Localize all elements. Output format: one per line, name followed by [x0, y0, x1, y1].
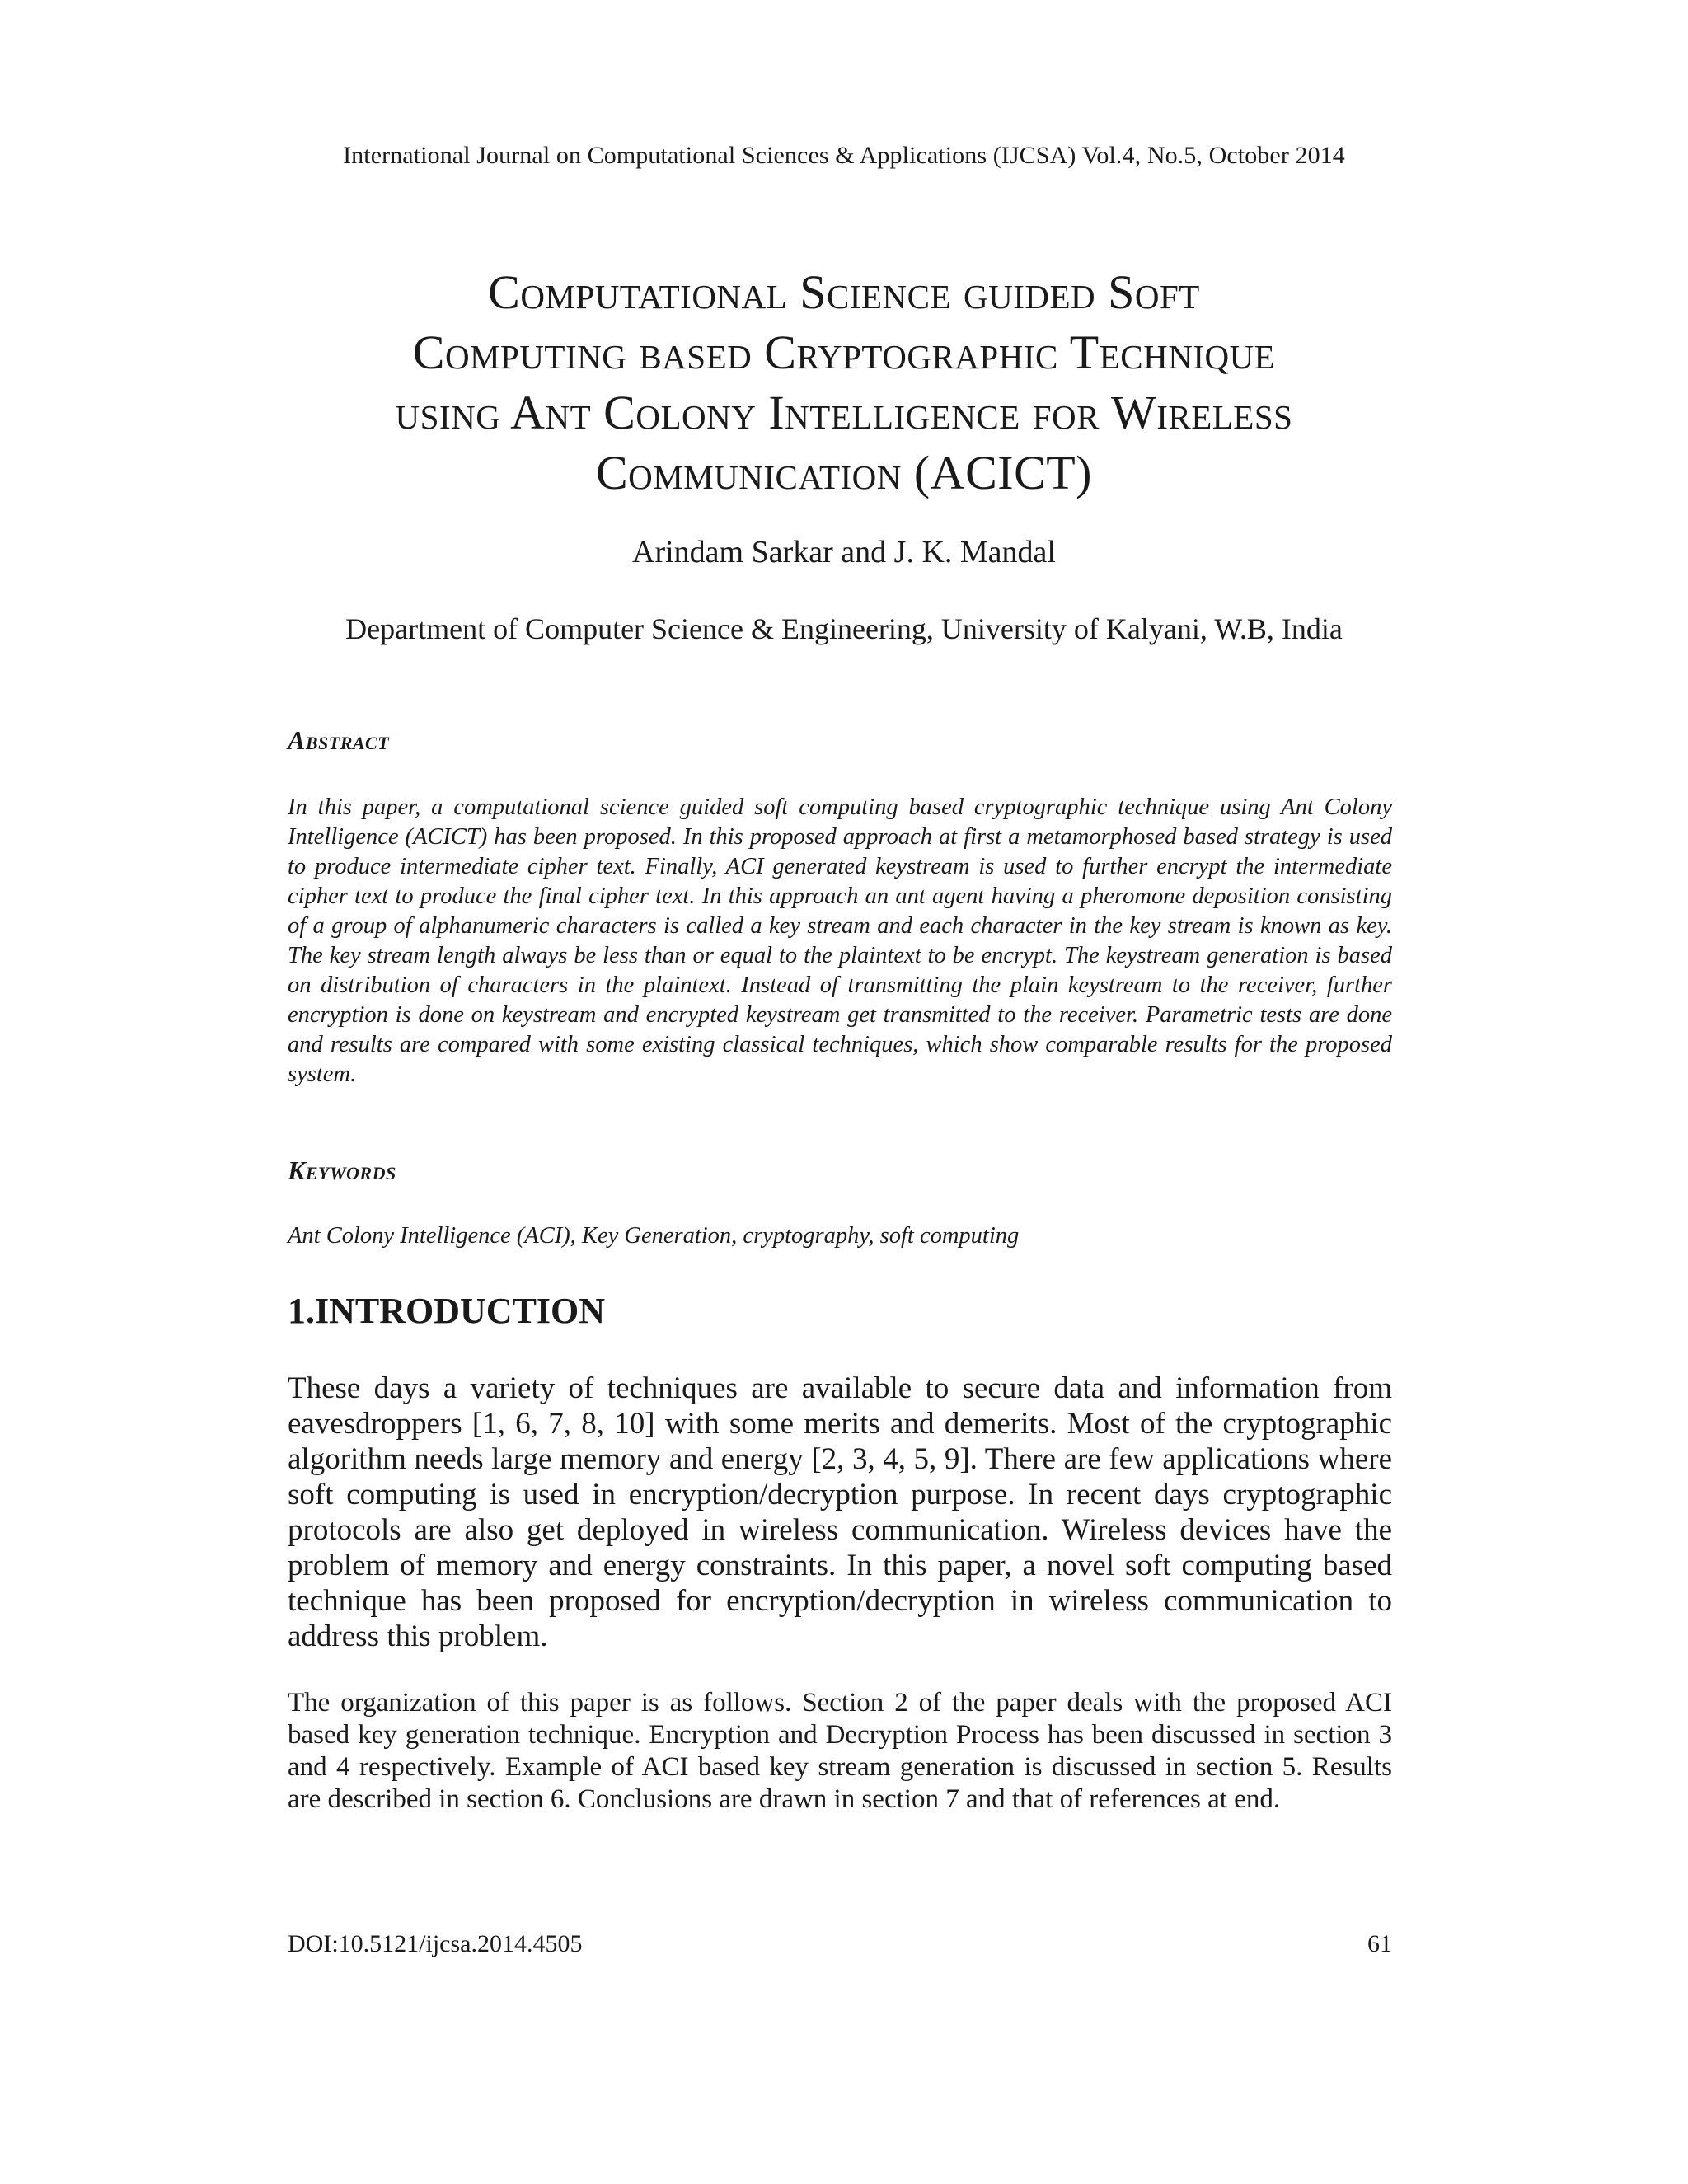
running-header: International Journal on Computational Sciences & Applications (IJCSA) Vol.4, No.5, October 2014: [343, 142, 1345, 169]
footer-doi: DOI:10.5121/ijcsa.2014.4505: [288, 1930, 583, 1957]
keywords-heading: Keywords: [288, 1155, 396, 1185]
introduction-heading: 1.INTRODUCTION: [288, 1291, 606, 1331]
keywords-text: Ant Colony Intelligence (ACI), Key Generation, cryptography, soft computing: [288, 1223, 1020, 1249]
title-line-2: Computing based Cryptographic Technique: [412, 326, 1276, 379]
affiliation: Department of Computer Science & Engineering, University of Kalyani, W.B, India: [345, 612, 1343, 645]
introduction-paragraph-2: The organization of this paper is as follows. Section 2 of the paper deals with the proposed ACI based key generation technique. Encryption and Decryption Process has been discussed in section 3 and 4 respectively. Example of ACI based key stream generation is discussed in section 5. Results are described in section 6. Conclusions are drawn in section 7 and that of references at end.: [288, 1688, 1392, 1814]
introduction-paragraph-1: These days a variety of techniques are available to secure data and information from eavesdroppers [1, 6, 7, 8, 10] with some merits and demerits. Most of the cryptographic algorithm needs large memory and energy [2, 3, 4, 5, 9]. There are few applications where soft computing is used in encryption/decryption purpose. In recent days cryptographic protocols are also get deployed in wireless communication. Wireless devices have the problem of memory and energy constraints. In this paper, a novel soft computing based technique has been proposed for encryption/decryption in wireless communication to address this problem.: [288, 1371, 1392, 1653]
paper-title: [247, 262, 1441, 503]
abstract-heading: Abstract: [288, 725, 390, 755]
abstract-text: In this paper, a computational science guided soft computing based cryptographic technique using Ant Colony Intelligence (ACICT) has been proposed. In this proposed approach at first a metamorphosed based strategy is used to produce intermediate cipher text. Finally, ACI generated keystream is used to further encrypt the intermediate cipher text to produce the final cipher text. In this approach an ant agent having a pheromone deposition consisting of a group of alphanumeric characters is called a key stream and each character in the key stream is known as key. The key stream length always be less than or equal to the plaintext to be encrypt. The keystream generation is based on distribution of characters in the plaintext. Instead of transmitting the plain keystream to the receiver, further encryption is done on keystream and encrypted keystream get transmitted to the receiver. Parametric tests are done and results are compared with some existing classical techniques, which show comparable results for the proposed system.: [288, 794, 1392, 1087]
authors: Arindam Sarkar and J. K. Mandal: [632, 535, 1056, 569]
title-line-4: Communication (ACICT): [595, 446, 1093, 499]
title-line-1: Computational Science guided Soft: [488, 265, 1200, 319]
title-line-3: using Ant Colony Intelligence for Wireless: [395, 386, 1293, 439]
page-number: 61: [1367, 1930, 1392, 1957]
